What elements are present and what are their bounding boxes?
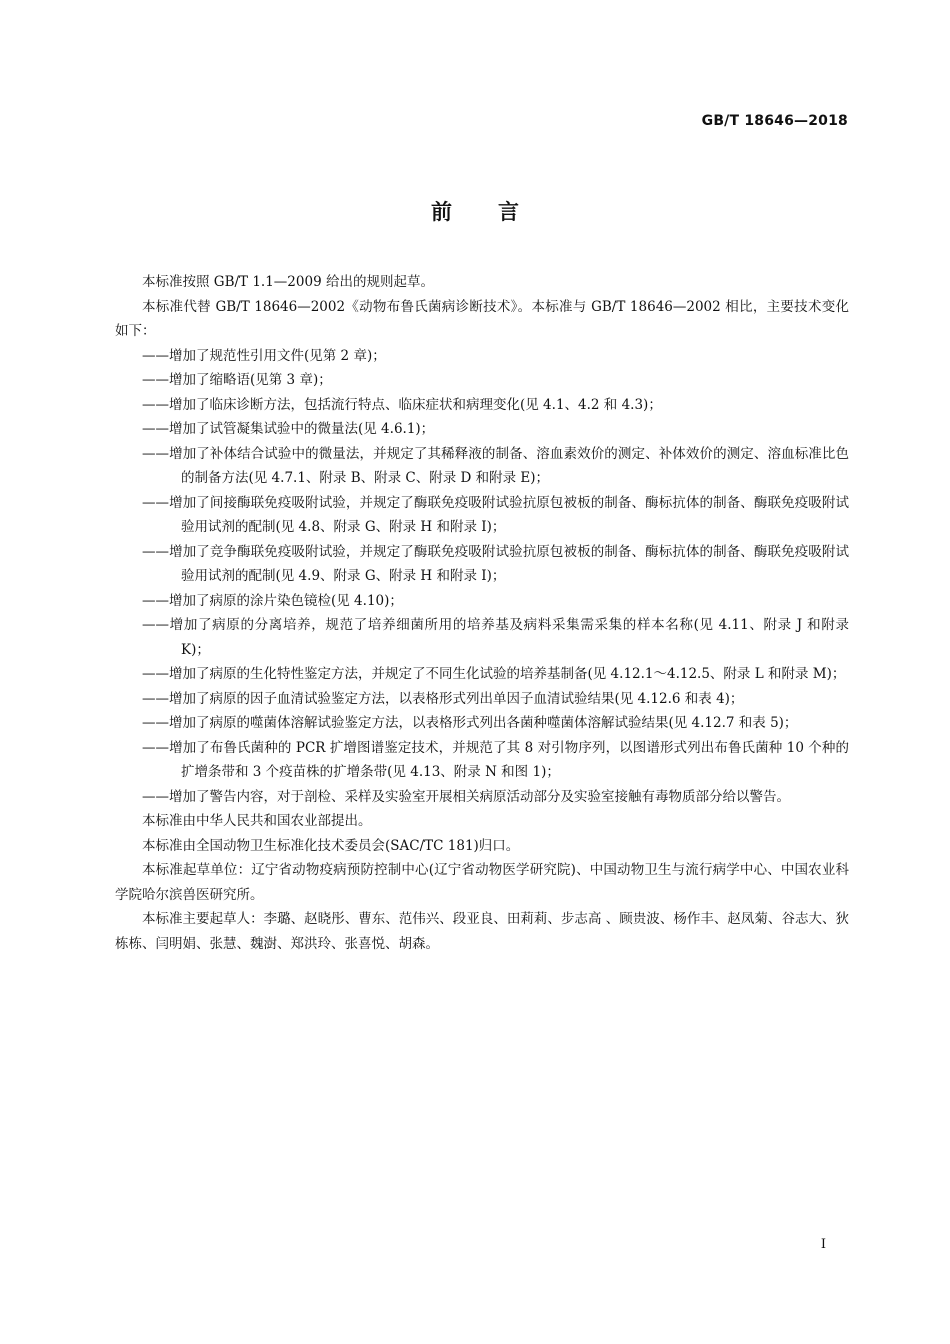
paragraph-proposed-by: 本标准由中华人民共和国农业部提出。	[142, 813, 372, 829]
list-item: ——增加了间接酶联免疫吸附试验，并规定了酶联免疫吸附试验抗原包被板的制备、酶标抗体的制备、酶联免疫吸附试验用试剂的配制(见 4.8、附录 G、附录 H 和附录 I)；	[142, 494, 849, 535]
list-item: ——增加了病原的噬菌体溶解试验鉴定方法，以表格形式列出各菌种噬菌体溶解试验结果(见 4.12.7 和表 5)；	[142, 715, 798, 731]
list-item: ——增加了病原的因子血清试验鉴定方法，以表格形式列出单因子血清试验结果(见 4.12.6 和表 4)；	[142, 690, 744, 707]
changes-list	[115, 344, 849, 810]
list-item: ——增加了缩略语(见第 3 章)；	[142, 372, 332, 388]
standard-code: GB/T 18646—2018	[701, 113, 848, 129]
paragraph-drafting-rules: 本标准按照 GB/T 1.1—2009 给出的规则起草。	[142, 274, 434, 290]
page-number: I	[820, 1237, 826, 1252]
paragraph-technical-committee: 本标准由全国动物卫生标准化技术委员会(SAC/TC 181)归口。	[142, 837, 520, 854]
list-item: ——增加了补体结合试验中的微量法，并规定了其稀释液的制备、溶血素效价的测定、补体效价的测定、溶血标准比色的制备方法(见 4.7.1、附录 B、附录 C、附录 D 和附录 E)；	[142, 445, 849, 486]
list-item: ——增加了警告内容，对于剖检、采样及实验室开展相关病原活动部分及实验室接触有毒物质部分给以警告。	[142, 788, 790, 805]
paragraph-drafting-units: 本标准起草单位：辽宁省动物疫病预防控制中心(辽宁省动物医学研究院)、中国动物卫生与流行病学中心、中国农业科学院哈尔滨兽医研究所。	[115, 862, 849, 903]
foreword-body	[115, 270, 849, 956]
list-item: ——增加了试管凝集试验中的微量法(见 4.6.1)；	[142, 421, 435, 437]
list-item: ——增加了临床诊断方法，包括流行特点、临床症状和病理变化(见 4.1、4.2 和 4.3)；	[142, 396, 662, 413]
list-item: ——增加了布鲁氏菌种的 PCR 扩增图谱鉴定技术，并规范了其 8 对引物序列，以图谱形式列出布鲁氏菌种 10 个种的扩增条带和 3 个疫苗株的扩增条带(见 4.13、附录 N 和图 1)；	[142, 739, 849, 780]
paragraph-replaces: 本标准代替 GB/T 18646—2002《动物布鲁氏菌病诊断技术》。本标准与 GB/T 18646—2002 相比，主要技术变化如下：	[115, 298, 849, 339]
page-title: 前言	[431, 200, 565, 224]
list-item: ——增加了病原的生化特性鉴定方法，并规定了不同生化试验的培养基制备(见 4.12.1～4.12.5、附录 L 和附录 M)；	[142, 666, 846, 682]
list-item: ——增加了病原的分离培养，规范了培养细菌所用的培养基及病料采集需采集的样本名称(见 4.11、附录 J 和附录 K)；	[142, 617, 849, 658]
paragraph-drafters: 本标准主要起草人：李璐、赵晓彤、曹东、范伟兴、段亚良、田莉莉、步志高 、顾贵波、杨作丰、赵凤菊、谷志大、狄栋栋、闫明娟、张慧、魏澍、郑洪玲、张喜悦、胡森。	[115, 911, 849, 952]
list-item: ——增加了规范性引用文件(见第 2 章)；	[142, 347, 386, 364]
list-item: ——增加了竞争酶联免疫吸附试验，并规定了酶联免疫吸附试验抗原包被板的制备、酶标抗体的制备、酶联免疫吸附试验用试剂的配制(见 4.9、附录 G、附录 H 和附录 I)；	[142, 543, 849, 584]
list-item: ——增加了病原的涂片染色镜检(见 4.10)；	[142, 592, 403, 609]
